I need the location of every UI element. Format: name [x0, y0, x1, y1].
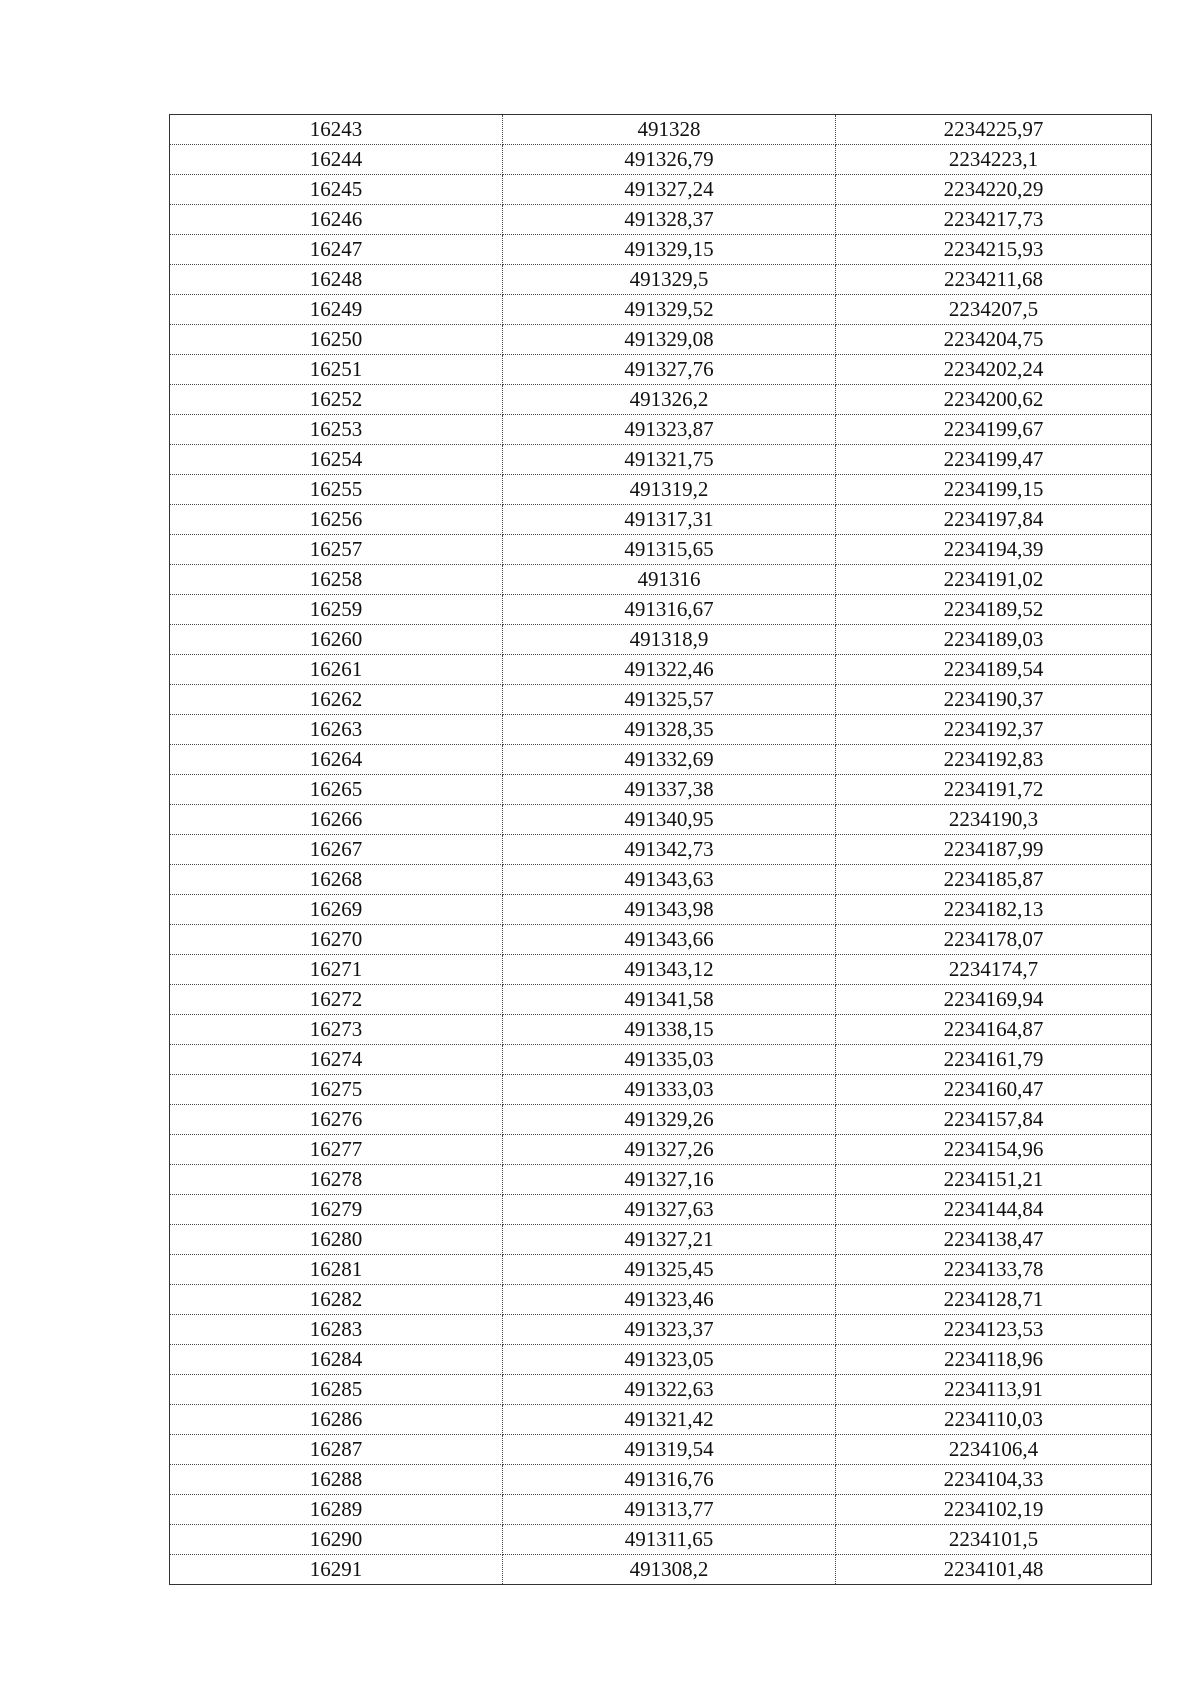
table-row: [170, 385, 1152, 415]
y-coordinate-cell: 2234160,47: [836, 1075, 1152, 1105]
table-row: [170, 655, 1152, 685]
y-coordinate-cell: 2234102,19: [836, 1495, 1152, 1525]
x-coordinate-cell: 491328: [503, 115, 836, 145]
x-coordinate-cell: 491343,66: [503, 925, 836, 955]
y-coordinate-cell: 2234192,37: [836, 715, 1152, 745]
x-coordinate-cell: 491329,52: [503, 295, 836, 325]
y-coordinate-cell: 2234138,47: [836, 1225, 1152, 1255]
table-row: [170, 505, 1152, 535]
y-coordinate-cell: 2234215,93: [836, 235, 1152, 265]
y-coordinate-cell: 2234174,7: [836, 955, 1152, 985]
x-coordinate-cell: 491342,73: [503, 835, 836, 865]
x-coordinate-cell: 491308,2: [503, 1555, 836, 1585]
x-coordinate-cell: 491315,65: [503, 535, 836, 565]
y-coordinate-cell: 2234164,87: [836, 1015, 1152, 1045]
x-coordinate-cell: 491327,26: [503, 1135, 836, 1165]
table-row: [170, 1225, 1152, 1255]
x-coordinate-cell: 491338,15: [503, 1015, 836, 1045]
x-coordinate-cell: 491319,54: [503, 1435, 836, 1465]
y-coordinate-cell: 2234154,96: [836, 1135, 1152, 1165]
x-coordinate-cell: 491332,69: [503, 745, 836, 775]
point-number-cell: 16284: [170, 1345, 503, 1375]
y-coordinate-cell: 2234151,21: [836, 1165, 1152, 1195]
y-coordinate-cell: 2234169,94: [836, 985, 1152, 1015]
point-number-cell: 16281: [170, 1255, 503, 1285]
x-coordinate-cell: 491327,63: [503, 1195, 836, 1225]
x-coordinate-cell: 491323,87: [503, 415, 836, 445]
point-number-cell: 16250: [170, 325, 503, 355]
x-coordinate-cell: 491311,65: [503, 1525, 836, 1555]
point-number-cell: 16269: [170, 895, 503, 925]
table-row: [170, 1195, 1152, 1225]
table-row: [170, 925, 1152, 955]
y-coordinate-cell: 2234189,03: [836, 625, 1152, 655]
x-coordinate-cell: 491337,38: [503, 775, 836, 805]
point-number-cell: 16247: [170, 235, 503, 265]
point-number-cell: 16260: [170, 625, 503, 655]
table-row: [170, 1405, 1152, 1435]
point-number-cell: 16257: [170, 535, 503, 565]
y-coordinate-cell: 2234191,02: [836, 565, 1152, 595]
point-number-cell: 16268: [170, 865, 503, 895]
x-coordinate-cell: 491318,9: [503, 625, 836, 655]
table-row: [170, 565, 1152, 595]
y-coordinate-cell: 2234178,07: [836, 925, 1152, 955]
y-coordinate-cell: 2234199,15: [836, 475, 1152, 505]
table-row: [170, 895, 1152, 925]
point-number-cell: 16248: [170, 265, 503, 295]
y-coordinate-cell: 2234187,99: [836, 835, 1152, 865]
x-coordinate-cell: 491328,35: [503, 715, 836, 745]
point-number-cell: 16261: [170, 655, 503, 685]
x-coordinate-cell: 491322,46: [503, 655, 836, 685]
point-number-cell: 16244: [170, 145, 503, 175]
x-coordinate-cell: 491328,37: [503, 205, 836, 235]
x-coordinate-cell: 491329,5: [503, 265, 836, 295]
table-row: [170, 325, 1152, 355]
point-number-cell: 16270: [170, 925, 503, 955]
point-number-cell: 16288: [170, 1465, 503, 1495]
x-coordinate-cell: 491321,75: [503, 445, 836, 475]
table-row: [170, 715, 1152, 745]
table-row: [170, 1135, 1152, 1165]
y-coordinate-cell: 2234192,83: [836, 745, 1152, 775]
x-coordinate-cell: 491327,76: [503, 355, 836, 385]
y-coordinate-cell: 2234211,68: [836, 265, 1152, 295]
x-coordinate-cell: 491321,42: [503, 1405, 836, 1435]
point-number-cell: 16254: [170, 445, 503, 475]
point-number-cell: 16272: [170, 985, 503, 1015]
x-coordinate-cell: 491329,26: [503, 1105, 836, 1135]
point-number-cell: 16285: [170, 1375, 503, 1405]
y-coordinate-cell: 2234190,3: [836, 805, 1152, 835]
x-coordinate-cell: 491313,77: [503, 1495, 836, 1525]
y-coordinate-cell: 2234204,75: [836, 325, 1152, 355]
table-row: [170, 1375, 1152, 1405]
x-coordinate-cell: 491327,16: [503, 1165, 836, 1195]
table-row: [170, 865, 1152, 895]
table-row: [170, 415, 1152, 445]
y-coordinate-cell: 2234190,37: [836, 685, 1152, 715]
table-row: [170, 1525, 1152, 1555]
table-row: [170, 1345, 1152, 1375]
point-number-cell: 16249: [170, 295, 503, 325]
x-coordinate-cell: 491322,63: [503, 1375, 836, 1405]
table-row: [170, 475, 1152, 505]
table-row: [170, 535, 1152, 565]
x-coordinate-cell: 491323,05: [503, 1345, 836, 1375]
point-number-cell: 16265: [170, 775, 503, 805]
point-number-cell: 16280: [170, 1225, 503, 1255]
point-number-cell: 16258: [170, 565, 503, 595]
y-coordinate-cell: 2234157,84: [836, 1105, 1152, 1135]
y-coordinate-cell: 2234123,53: [836, 1315, 1152, 1345]
y-coordinate-cell: 2234191,72: [836, 775, 1152, 805]
point-number-cell: 16267: [170, 835, 503, 865]
point-number-cell: 16279: [170, 1195, 503, 1225]
table-row: [170, 835, 1152, 865]
table-row: [170, 1285, 1152, 1315]
y-coordinate-cell: 2234197,84: [836, 505, 1152, 535]
y-coordinate-cell: 2234128,71: [836, 1285, 1152, 1315]
x-coordinate-cell: 491325,45: [503, 1255, 836, 1285]
table-row: [170, 1075, 1152, 1105]
x-coordinate-cell: 491326,79: [503, 145, 836, 175]
table-row: [170, 595, 1152, 625]
table-row: [170, 265, 1152, 295]
x-coordinate-cell: 491333,03: [503, 1075, 836, 1105]
x-coordinate-cell: 491340,95: [503, 805, 836, 835]
point-number-cell: 16245: [170, 175, 503, 205]
point-number-cell: 16246: [170, 205, 503, 235]
table-row: [170, 1555, 1152, 1585]
x-coordinate-cell: 491343,63: [503, 865, 836, 895]
table-row: [170, 1105, 1152, 1135]
y-coordinate-cell: 2234118,96: [836, 1345, 1152, 1375]
x-coordinate-cell: 491319,2: [503, 475, 836, 505]
y-coordinate-cell: 2234202,24: [836, 355, 1152, 385]
x-coordinate-cell: 491343,12: [503, 955, 836, 985]
point-number-cell: 16290: [170, 1525, 503, 1555]
x-coordinate-cell: 491341,58: [503, 985, 836, 1015]
point-number-cell: 16273: [170, 1015, 503, 1045]
x-coordinate-cell: 491323,46: [503, 1285, 836, 1315]
y-coordinate-cell: 2234144,84: [836, 1195, 1152, 1225]
x-coordinate-cell: 491326,2: [503, 385, 836, 415]
table-row: [170, 1315, 1152, 1345]
x-coordinate-cell: 491316,76: [503, 1465, 836, 1495]
y-coordinate-cell: 2234225,97: [836, 115, 1152, 145]
x-coordinate-cell: 491316: [503, 565, 836, 595]
table-row: [170, 985, 1152, 1015]
x-coordinate-cell: 491325,57: [503, 685, 836, 715]
point-number-cell: 16251: [170, 355, 503, 385]
point-number-cell: 16275: [170, 1075, 503, 1105]
point-number-cell: 16264: [170, 745, 503, 775]
table-row: [170, 235, 1152, 265]
y-coordinate-cell: 2234185,87: [836, 865, 1152, 895]
y-coordinate-cell: 2234161,79: [836, 1045, 1152, 1075]
y-coordinate-cell: 2234189,52: [836, 595, 1152, 625]
point-number-cell: 16252: [170, 385, 503, 415]
table-row: [170, 145, 1152, 175]
y-coordinate-cell: 2234182,13: [836, 895, 1152, 925]
y-coordinate-cell: 2234194,39: [836, 535, 1152, 565]
x-coordinate-cell: 491323,37: [503, 1315, 836, 1345]
point-number-cell: 16274: [170, 1045, 503, 1075]
y-coordinate-cell: 2234113,91: [836, 1375, 1152, 1405]
table-row: [170, 775, 1152, 805]
y-coordinate-cell: 2234200,62: [836, 385, 1152, 415]
point-number-cell: 16253: [170, 415, 503, 445]
y-coordinate-cell: 2234223,1: [836, 145, 1152, 175]
point-number-cell: 16278: [170, 1165, 503, 1195]
x-coordinate-cell: 491327,21: [503, 1225, 836, 1255]
table-row: [170, 955, 1152, 985]
point-number-cell: 16243: [170, 115, 503, 145]
table-row: [170, 1045, 1152, 1075]
y-coordinate-cell: 2234106,4: [836, 1435, 1152, 1465]
y-coordinate-cell: 2234101,5: [836, 1525, 1152, 1555]
table-row: [170, 1495, 1152, 1525]
y-coordinate-cell: 2234133,78: [836, 1255, 1152, 1285]
point-number-cell: 16271: [170, 955, 503, 985]
table-row: [170, 115, 1152, 145]
x-coordinate-cell: 491329,08: [503, 325, 836, 355]
table-row: [170, 1255, 1152, 1285]
point-number-cell: 16266: [170, 805, 503, 835]
point-number-cell: 16276: [170, 1105, 503, 1135]
table-row: [170, 355, 1152, 385]
x-coordinate-cell: 491329,15: [503, 235, 836, 265]
y-coordinate-cell: 2234207,5: [836, 295, 1152, 325]
point-number-cell: 16282: [170, 1285, 503, 1315]
table-row: [170, 175, 1152, 205]
point-number-cell: 16289: [170, 1495, 503, 1525]
point-number-cell: 16287: [170, 1435, 503, 1465]
point-number-cell: 16286: [170, 1405, 503, 1435]
y-coordinate-cell: 2234220,29: [836, 175, 1152, 205]
point-number-cell: 16256: [170, 505, 503, 535]
table-row: [170, 805, 1152, 835]
y-coordinate-cell: 2234110,03: [836, 1405, 1152, 1435]
table-row: [170, 1465, 1152, 1495]
table-row: [170, 1165, 1152, 1195]
coordinates-table: [169, 114, 1152, 1585]
table-row: [170, 685, 1152, 715]
y-coordinate-cell: 2234199,67: [836, 415, 1152, 445]
y-coordinate-cell: 2234104,33: [836, 1465, 1152, 1495]
y-coordinate-cell: 2234189,54: [836, 655, 1152, 685]
x-coordinate-cell: 491316,67: [503, 595, 836, 625]
table-row: [170, 205, 1152, 235]
point-number-cell: 16283: [170, 1315, 503, 1345]
point-number-cell: 16263: [170, 715, 503, 745]
table-row: [170, 1435, 1152, 1465]
x-coordinate-cell: 491327,24: [503, 175, 836, 205]
coordinates-table-body: [170, 115, 1152, 1585]
y-coordinate-cell: 2234199,47: [836, 445, 1152, 475]
x-coordinate-cell: 491317,31: [503, 505, 836, 535]
table-row: [170, 625, 1152, 655]
table-row: [170, 1015, 1152, 1045]
table-row: [170, 445, 1152, 475]
y-coordinate-cell: 2234101,48: [836, 1555, 1152, 1585]
point-number-cell: 16255: [170, 475, 503, 505]
point-number-cell: 16291: [170, 1555, 503, 1585]
point-number-cell: 16259: [170, 595, 503, 625]
x-coordinate-cell: 491335,03: [503, 1045, 836, 1075]
y-coordinate-cell: 2234217,73: [836, 205, 1152, 235]
table-row: [170, 745, 1152, 775]
point-number-cell: 16277: [170, 1135, 503, 1165]
x-coordinate-cell: 491343,98: [503, 895, 836, 925]
point-number-cell: 16262: [170, 685, 503, 715]
table-row: [170, 295, 1152, 325]
